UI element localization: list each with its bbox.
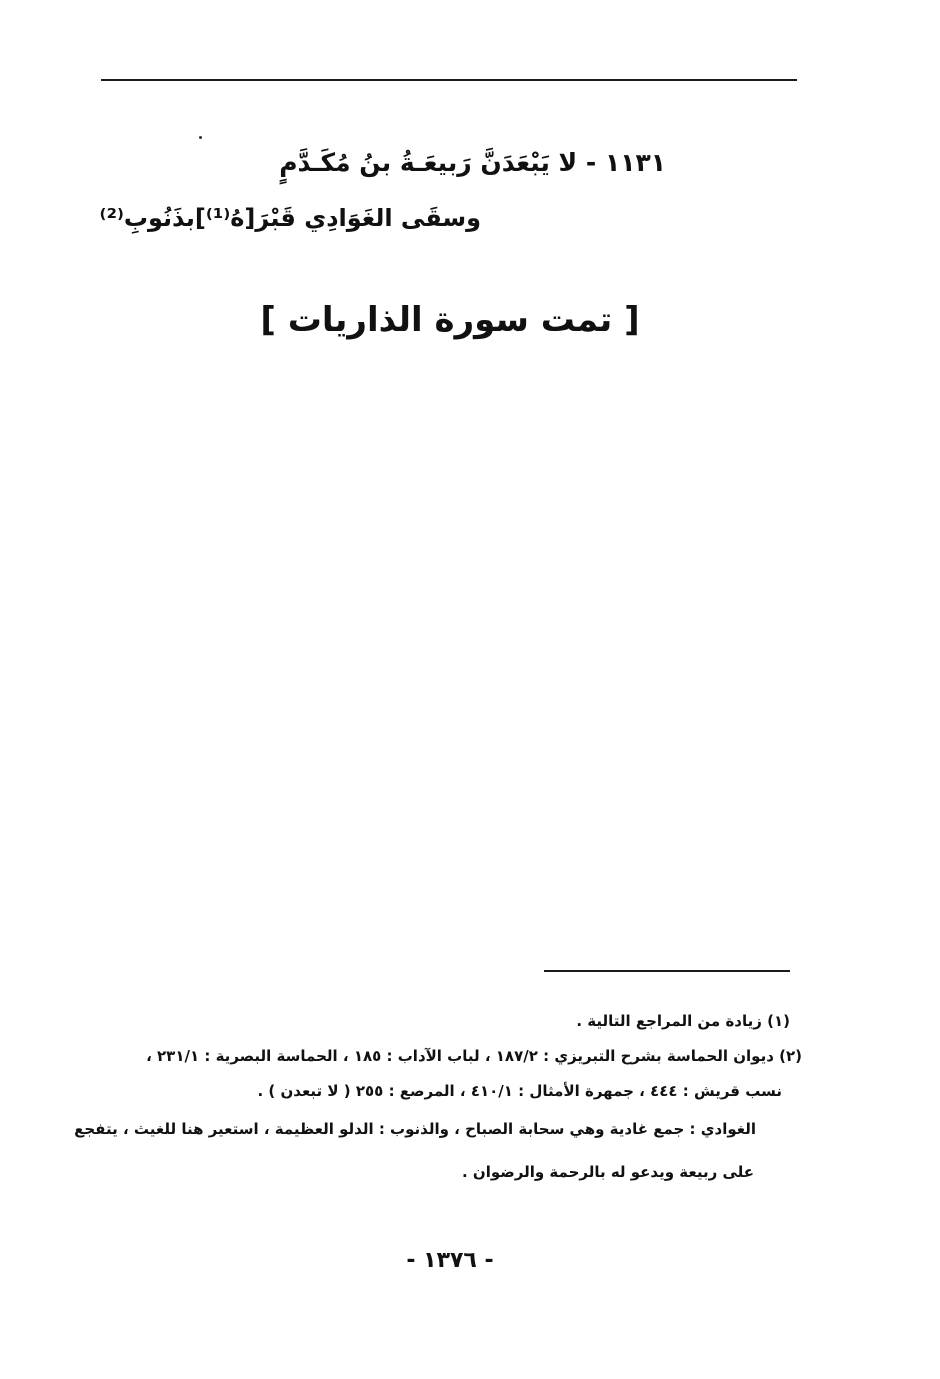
verse-line-1: ١١٣١ - لا يَبْعَدَنَّ رَبيعَـةُ بنُ مُكَـدَّمٍ	[279, 148, 666, 177]
footnote-1: (١) زيادة من المراجع التالية .	[576, 1012, 790, 1030]
footnote-2-gloss-continued: على ربيعة ويدعو له بالرحمة والرضوان .	[462, 1163, 754, 1181]
footnote-2: (٢) ديوان الحماسة بشرح التبريزي : ١٨٧/٢ ، لباب الآداب : ١٨٥ ، الحماسة البصرية : ٢٣١/١ ،	[146, 1047, 802, 1065]
verse-line-2: وسقَى الغَوَادِي قَبْرَ[هُ⁽¹⁾]بذَنُوبِ⁽²⁾	[99, 204, 481, 232]
footnote-2-continued: نسب قريش : ٤٤٤ ، جمهرة الأمثال : ٤١٠/١ ، المرصع : ٢٥٥ ( لا تبعدن ) .	[257, 1082, 782, 1100]
page-number: - ١٣٧٦ -	[406, 1248, 494, 1273]
surah-end-heading: [ تمت سورة الذاريات ]	[260, 300, 640, 340]
speck	[199, 136, 202, 139]
footnote-rule	[544, 970, 790, 972]
top-rule	[101, 79, 797, 81]
footnote-2-gloss: الغوادي : جمع غادية وهي سحابة الصباح ، والذنوب : الدلو العظيمة ، استعير هنا للغيث ، يتفجع	[74, 1120, 756, 1138]
